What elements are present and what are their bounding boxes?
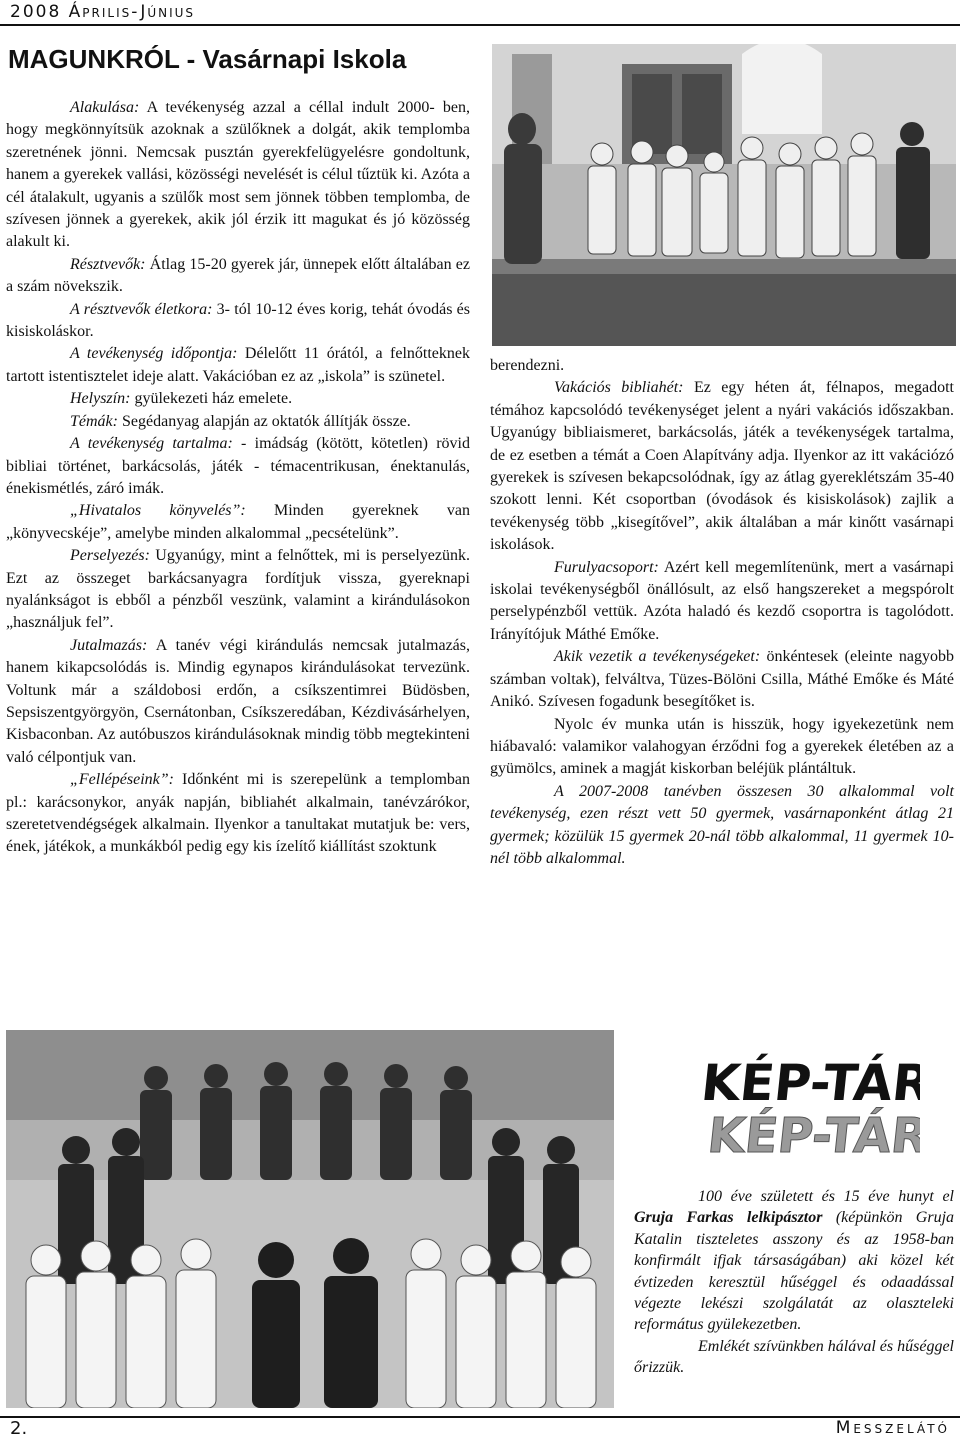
- paragraph: [6, 433, 470, 500]
- para-text: Ugyanúgy, mint a felnőttek, mi is perselyezünk. Ezt az összeget barkácsanyagra fordítjuk vissza, gyereknapi nyalánkságot is ebből a pénzből veszünk, valamint a kirándulásokon „használjuk fel”.: [6, 547, 470, 632]
- right-column: [490, 355, 954, 870]
- paragraph: [6, 500, 470, 545]
- para-text: 3- tól 10-12 éves korig, tehát óvodás és kisiskoláskor.: [6, 300, 471, 341]
- para-label: Témák:: [70, 412, 118, 430]
- paragraph: berendezni.: [490, 357, 565, 374]
- paragraph: Nyolc év munka után is hisszük, hogy igyekezetünk nem hiábavaló: valamikor valahogyan érződni fog a gyerekek életében az a gyümölcs, aminek a magját kiskorban beléjük plántáltuk.: [490, 715, 954, 778]
- kep-tar-logo: [700, 1040, 920, 1170]
- para-text: A tevékenység azzal a céllal indult 2000- ben, hogy megkönnyítsük azoknak a szülőknek a dolgát, akik templomba szeretnének jönni. Nemcsak pusztán gyerekfelügyelésre gondoltunk, hanem a gyerekek vallási, közösségi nevelését is célul tűztük ki. Azóta a cél átalakult, ugyanis a szülők most sem jönnek többen templomba, de szívesen jönnek a gyerekek, akik jól érzik itt magukat és jó közösség alakult ki.: [6, 99, 470, 251]
- page-number: 2.: [10, 1418, 28, 1439]
- caption-paragraph: [634, 1186, 954, 1336]
- para-label: „Hivatalos könyvelés”:: [70, 502, 246, 520]
- caption-name: Gruja Farkas lelkipásztor: [634, 1209, 823, 1227]
- paragraph: [6, 545, 470, 635]
- para-text: Segédanyag alapján az oktatók állítják össze.: [117, 412, 411, 430]
- para-text: A tanév végi kirándulás nemcsak jutalmazás, hanem kikapcsolódás is. Mindig egynapos kirándulásokat tervezünk. Voltunk már a száldobosi erdőn, a csíkszentimrei Büdösben, Sepsiszentgyörgyön, Csernátonban, Csíkszeredában, Kézdivásárhelyen, Kisbaconban. Az autóbuszos kirándulásoknak mindig több megtekinteni való célpontjuk van.: [6, 636, 470, 766]
- left-column: [6, 97, 470, 859]
- paragraph: [6, 97, 470, 254]
- photo-caption: [634, 1186, 954, 1379]
- paragraph: [6, 254, 470, 299]
- paragraph: [6, 299, 470, 344]
- para-text: Délelőtt 11 órától, a felnőtteknek tartott istentisztelet ideje alatt. Vakációban ez az „iskola” is szünetel.: [6, 345, 471, 385]
- kep-tar-shadow: KÉP-TÁR: [704, 1108, 920, 1164]
- issue-date: 2008 Április-Június: [10, 2, 196, 22]
- children-choir-photo: [492, 44, 956, 346]
- para-label: A tevékenység időpontja:: [70, 345, 238, 363]
- kep-tar-title: KÉP-TÁR: [700, 1053, 920, 1112]
- para-label: „Fellépéseink”:: [70, 771, 174, 789]
- para-label: Furulyacsoport:: [554, 558, 659, 576]
- magazine-name: Messzelátó: [835, 1418, 950, 1438]
- para-label: Alakulása:: [70, 99, 140, 116]
- caption-paragraph: Emlékét szívünkben hálával és hűséggel őrizzük.: [634, 1337, 954, 1377]
- paragraph: [6, 343, 470, 388]
- para-label: A résztvevők életkora:: [70, 300, 213, 318]
- group-photo-illustration: [6, 1030, 614, 1408]
- para-text: - imádság (kötött, kötetlen) rövid bibliai történet, barkácsolás, játék - témacentrikusan, énektanulás, énekismétlés, záró imák.: [6, 435, 471, 497]
- para-text: Azért kell megemlítenünk, mert a vasárnapi iskolai tevékenységből önállósult, az első hangszereket a megspórolt perselypénzből vettük. Azóta haladó és kezdő csoportra is tagolódott. Irányítójuk Máthé Emőke.: [490, 558, 954, 643]
- para-text: önkéntesek (eleinte nagyobb számban voltak), felváltva, Tüzes-Bölöni Csilla, Máthé Emőke és Máté Anikó. Szívesen fogadunk besegítőket is.: [490, 648, 955, 711]
- para-text: gyülekezeti ház emelete.: [130, 390, 293, 408]
- para-label: Résztvevők:: [70, 255, 146, 273]
- paragraph: [6, 388, 470, 410]
- choir-photo-illustration: [492, 44, 956, 346]
- paragraph: [490, 781, 954, 871]
- header-rule: [0, 24, 960, 26]
- para-text: Átlag 15-20 gyerek jár, ünnepek előtt általában ez a szám növekszik.: [6, 255, 470, 296]
- confirmation-group-photo: [6, 1030, 614, 1408]
- paragraph: [6, 635, 470, 769]
- para-label: A tevékenység tartalma:: [70, 435, 233, 453]
- para-text: Ez egy héten át, félnapos, megadott témához kapcsolódó tevékenységet jelent a nyári vakációs időszakban. Ugyanúgy bibliaismeret, barkácsolás, játék a tevékenységek tartalma, de ez esetben a témát a Coen Alapítvány adja. Ilyenkor az itt vakációzó gyerekek is szívesen bekapcsolódnak, így az átlag gyereklétszám 35-40 szokott lenni. Két csoportban (óvodások és kisiskolások) zajlik a tevékenység több „kisegítővel”, akik általában a már kinőtt vasárnapi iskolások.: [490, 379, 954, 554]
- caption-text: 100 éve született és 15 éve hunyt el: [698, 1188, 954, 1205]
- paragraph: [6, 769, 470, 859]
- footer-rule: [0, 1416, 960, 1418]
- para-label: Akik vezetik a tevékenységeket:: [554, 648, 761, 666]
- para-label: Perselyezés:: [70, 547, 150, 565]
- para-label: Vakációs bibliahét:: [554, 379, 684, 397]
- article-title: MAGUNKRÓL - Vasárnapi Iskola: [8, 44, 407, 74]
- paragraph: [490, 646, 954, 713]
- para-text: Időnként mi is szerepelünk a templomban pl.: karácsonykor, anyák napján, bibliahét alkalmain, tanévzárókor, szeretetvendégségek alkalmain. Ilyenkor a tanultakat mutatjuk be: vers, ének, játékok, a munkákból pedig egy kis ízelítő kiállítást szoktunk: [6, 771, 470, 856]
- caption-text: (képünkön Gruja Katalin tiszteletes asszony és az 1958-ban konfirmált ifjak társaságában) aki közel két évtizeden keresztül hűséggel és odaadással végezte lekészi szolgálatát az olaszteleki református gyülekezetben.: [634, 1209, 955, 1334]
- para-label: Jutalmazás:: [70, 636, 148, 654]
- kep-tar-logo-graphic: [700, 1040, 920, 1170]
- summary-text: A 2007-2008 tanévben összesen 30 alkalommal volt tevékenység, ezen részt vett 50 gyermek, vasárnaponként átlag 21 gyermek; közülük 15 gyermek 20-nál több alkalommal, 11 gyermek 10-nél több alkalommal.: [490, 782, 954, 867]
- paragraph: [490, 557, 954, 647]
- para-label: Helyszín:: [70, 390, 131, 408]
- paragraph: [6, 411, 470, 433]
- para-text: Minden gyereknek van „könyvecskéje”, amelybe minden alkalommal „pecsételünk”.: [6, 502, 470, 542]
- paragraph: [490, 377, 954, 556]
